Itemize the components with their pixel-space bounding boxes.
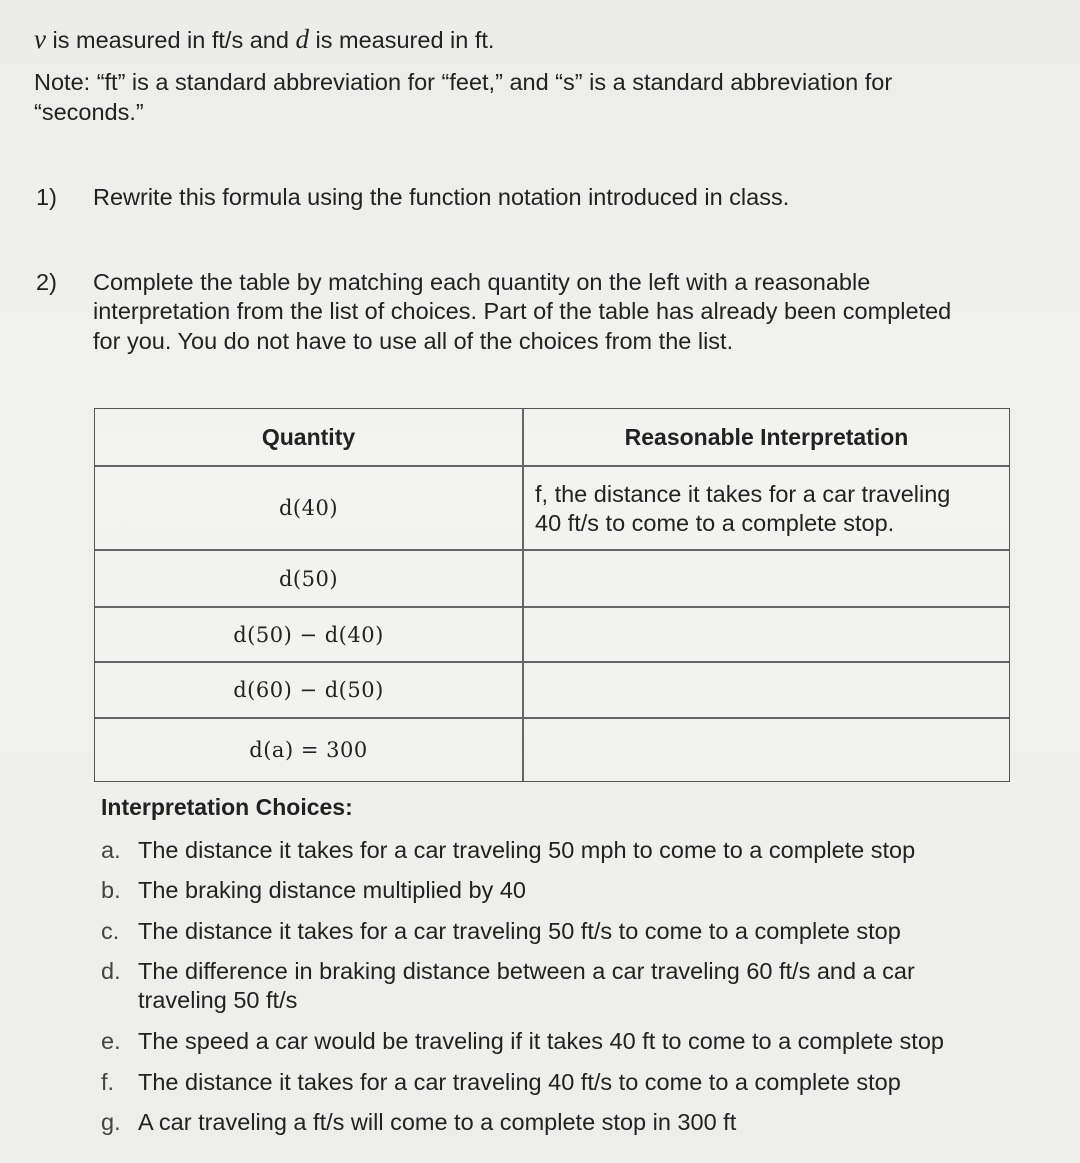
choice-text: The distance it takes for a car traveling 50 mph to come to a complete stop xyxy=(138,837,916,863)
note-line-1: Note: “ft” is a standard abbreviation for “feet,” and “s” is a standard abbreviation for xyxy=(34,69,893,95)
interpretation-cell-empty[interactable] xyxy=(524,551,1009,606)
choices-title: Interpretation Choices: xyxy=(101,794,353,820)
choice-item xyxy=(101,917,988,946)
choice-item xyxy=(101,876,988,905)
interpretation-table xyxy=(94,408,1010,782)
choice-text: The speed a car would be traveling if it takes 40 ft to come to a complete stop xyxy=(138,1028,944,1054)
units-line xyxy=(34,24,494,55)
question-1-number: 1) xyxy=(36,184,57,210)
choice-label: e. xyxy=(101,1028,121,1054)
var-v: v xyxy=(34,24,46,54)
question-2-line-3: for you. You do not have to use all of the choices from the list. xyxy=(93,328,734,354)
choice-text: The difference in braking distance between a car traveling 60 ft/s and a car traveling 50 ft/s xyxy=(138,958,915,1013)
quantity-cell: d(40) xyxy=(278,496,339,520)
header-interpretation: Reasonable Interpretation xyxy=(624,423,909,450)
var-d: d xyxy=(295,24,309,54)
question-2-line-2: interpretation from the list of choices. Part of the table has already been completed xyxy=(93,298,952,324)
choice-label: b. xyxy=(101,877,121,903)
choice-label: f. xyxy=(101,1069,115,1095)
choice-label: d. xyxy=(101,958,121,984)
interpretation-cell-empty[interactable] xyxy=(524,719,1009,781)
choice-label: c. xyxy=(101,918,120,944)
choice-label: a. xyxy=(101,837,121,863)
interpretation-cell-empty[interactable] xyxy=(524,608,1009,661)
choice-text: The braking distance multiplied by 40 xyxy=(138,877,526,903)
interpretation-cell-empty[interactable] xyxy=(524,663,1009,717)
choice-item xyxy=(101,957,958,1015)
units-text-post: is measured in ft. xyxy=(315,27,495,53)
choice-label: g. xyxy=(101,1109,121,1135)
note-line-2: “seconds.” xyxy=(34,99,144,125)
choice-item xyxy=(101,1068,988,1097)
choice-item xyxy=(101,1027,988,1056)
quantity-cell: d(50) − d(40) xyxy=(233,622,384,647)
interpretation-line-2: 40 ft/s to come to a complete stop. xyxy=(535,510,895,536)
question-2-line-1: Complete the table by matching each quantity on the left with a reasonable xyxy=(93,269,871,295)
interpretation-line-1: f, the distance it takes for a car traveling xyxy=(535,481,951,507)
units-text-pre: is measured in ft/s and xyxy=(52,27,289,53)
question-1-text: Rewrite this formula using the function notation introduced in class. xyxy=(93,184,790,210)
choice-text: A car traveling a ft/s will come to a complete stop in 300 ft xyxy=(138,1109,737,1135)
choice-text: The distance it takes for a car traveling 40 ft/s to come to a complete stop xyxy=(138,1069,901,1095)
quantity-cell: d(60) − d(50) xyxy=(233,678,384,702)
header-quantity: Quantity xyxy=(261,423,356,450)
interpretation-cell xyxy=(535,480,950,538)
quantity-cell: d(a) = 300 xyxy=(249,738,368,762)
choice-text: The distance it takes for a car traveling 50 ft/s to come to a complete stop xyxy=(138,918,901,944)
quantity-cell: d(50) xyxy=(278,566,339,591)
choice-item xyxy=(101,1108,988,1137)
question-2-number: 2) xyxy=(36,269,57,295)
choice-item xyxy=(101,836,988,865)
